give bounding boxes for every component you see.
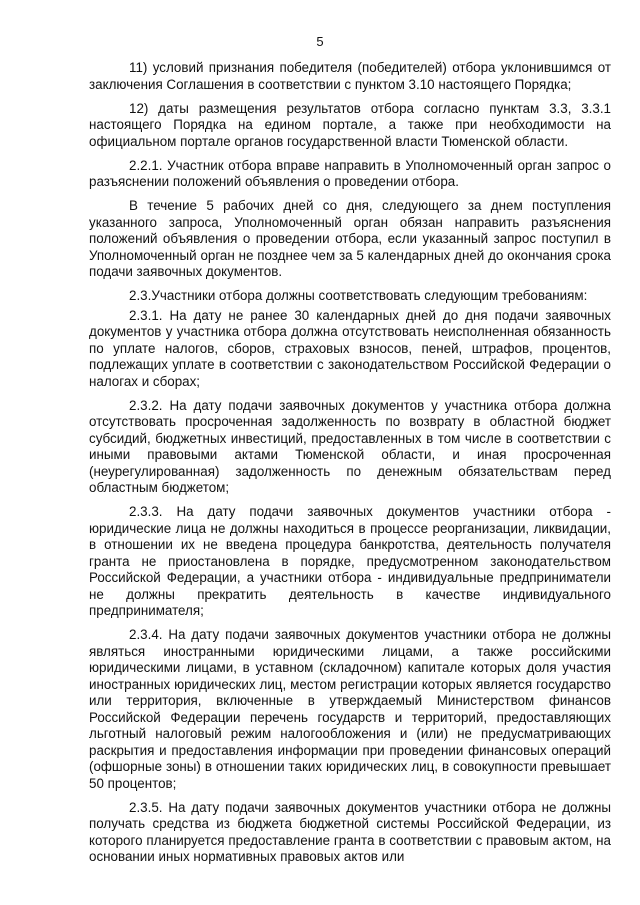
paragraph-2-3-1: 2.3.1. На дату не ранее 30 календарных дней до дня подачи заявочных документов у участника отбора должна отсутствовать неисполненная обязанность по уплате налогов, сборов, страховых взносов, пеней, штрафов, процентов, подлежащих уплате в соответствии с законодательством Российской Федерации о налогах и сборах; bbox=[89, 307, 611, 389]
paragraph-clarification-deadline: В течение 5 рабочих дней со дня, следующего за днем поступления указанного запроса, Уполномоченный орган обязан направить разъяснения положений объявления о проведении отбора, если указанный запрос поступил в Уполномоченный орган не позднее чем за 5 календарных дней до окончания срока подачи заявочных документов. bbox=[89, 198, 611, 279]
paragraph-item-12: 12) даты размещения результатов отбора согласно пунктам 3.3, 3.3.1 настоящего Порядка на едином портале, а также при необходимости на официальном портале органов государственной власти Тюменской области. bbox=[89, 100, 611, 149]
paragraph-2-3-2: 2.3.2. На дату подачи заявочных документов у участника отбора должна отсутствовать просроченная задолженность по возврату в областной бюджет субсидий, бюджетных инвестиций, предоставленных в том числе в соответствии с иными правовыми актами Тюменской области, и иная просроченная (неурегулированная) задолженность по денежным обязательствам перед областным бюджетом; bbox=[89, 397, 611, 495]
paragraph-item-11: 11) условий признания победителя (победителей) отбора уклонившимся от заключения Соглашения в соответствии с пунктом 3.10 настоящего Порядка; bbox=[89, 60, 611, 92]
page-number: 5 bbox=[316, 34, 324, 49]
paragraph-2-3-4: 2.3.4. На дату подачи заявочных документов участники отбора не должны являться иностранными юридическими лицами, а также российскими юридическими лицами, в уставном (складочном) капитале которых доля участия иностранных юридических лиц, местом регистрации которых является государство или территория, включенные в утверждаемый Министерством финансов Российской Федерации перечень государств и территорий, предоставляющих льготный налоговый режим налогообложения и (или) не предусматривающих раскрытия и предоставления информации при проведении финансовых операций (офшорные зоны) в отношении таких юридических лиц, в совокупности превышает 50 процентов; bbox=[89, 627, 611, 791]
paragraph-2-2-1: 2.2.1. Участник отбора вправе направить в Уполномоченный орган запрос о разъяснении положений объявления о проведении отбора. bbox=[89, 157, 611, 189]
paragraph-2-3-5: 2.3.5. На дату подачи заявочных документов участники отбора не должны получать средства из бюджета бюджетной системы Российской Федерации, из которого планируется предоставление гранта в соответствии с правовым актом, на основании иных нормативных правовых актов или bbox=[89, 799, 611, 864]
paragraph-2-3-3: 2.3.3. На дату подачи заявочных документов участники отбора - юридические лица не должны находиться в процессе реорганизации, ликвидации, в отношении их не введена процедура банкротства, деятельность получателя гранта не приостановлена в порядке, предусмотренном законодательством Российской Федерации, а участники отбора - индивидуальные предприниматели не должны прекратить деятельность в качестве индивидуального предпринимателя; bbox=[89, 504, 611, 618]
paragraph-2-3: 2.3.Участники отбора должны соответствовать следующим требованиям: bbox=[129, 288, 588, 303]
document-body bbox=[89, 60, 611, 873]
